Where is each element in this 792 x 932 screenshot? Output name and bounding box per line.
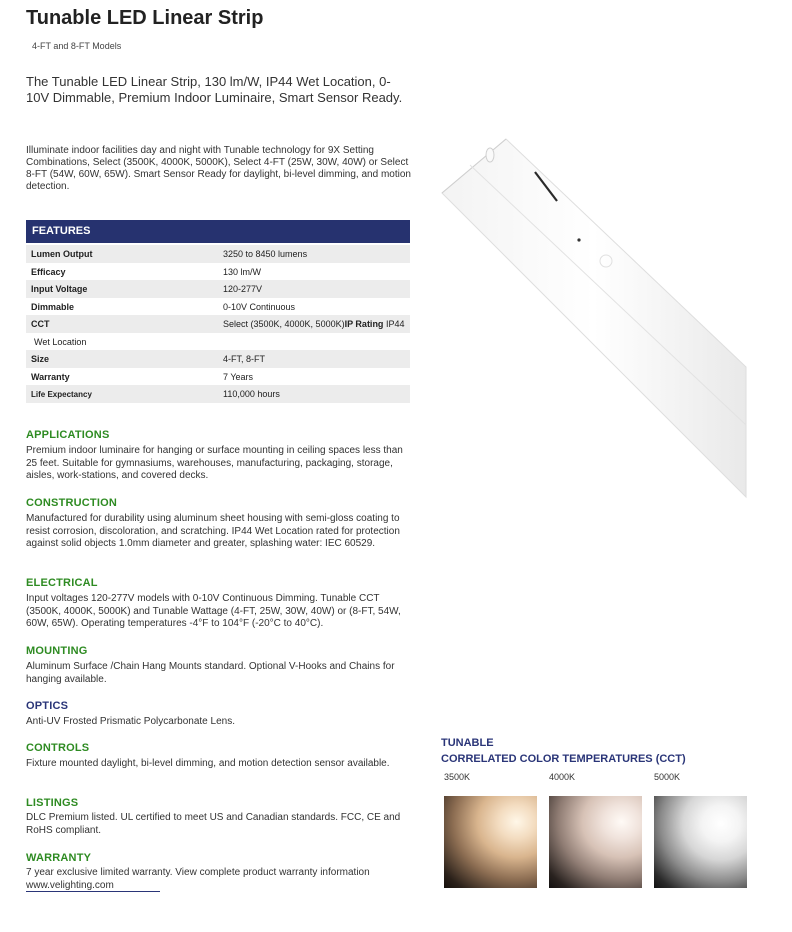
warranty-link[interactable]: www.velighting.com [26,880,160,892]
feature-row [26,333,410,351]
feature-value: 3250 to 8450 lumens [223,249,308,259]
cct-label-3500k: 3500K [444,772,471,782]
feature-label: Dimmable [31,301,75,312]
controls-text: Fixture mounted daylight, bi-level dimming, and motion detection sensor available. [26,758,390,769]
listings-text: DLC Premium listed. UL certified to meet US and Canadian standards. FCC, CE and RoHS compliant. [26,812,401,836]
feature-value: 0-10V Continuous [223,301,296,312]
cct-label-4000k: 4000K [549,772,576,782]
feature-row [26,350,410,368]
page-subtitle: 4-FT and 8-FT Models [32,41,122,51]
feature-value: 4-FT, 8-FT [223,354,265,364]
cct-label-5000k: 5000K [654,772,681,782]
feature-row [26,385,410,403]
mounting-text: Aluminum Surface /Chain Hang Mounts standard. Optional V-Hooks and Chains for hanging available. [26,661,395,685]
feature-value: 110,000 hours [223,389,280,399]
mounting-heading: MOUNTING [26,645,88,657]
warranty-text [26,867,410,892]
feature-extra-label: IP Rating [344,319,384,329]
features-table [26,245,410,403]
product-intro: Illuminate indoor facilities day and night with Tunable technology for 9X Setting Combinations, Select (3500K, 4000K, 5000K), Select 4-FT (25W, 30W, 40W) or Select 8-FT (54W, 60W, 65W). Smart Sensor Ready for daylight, bi-level dimming, and motion detection. [26,145,411,192]
optics-text: Anti-UV Frosted Prismatic Polycarbonate Lens. [26,716,235,727]
fixture-ridge [470,165,746,425]
feature-value: 7 Years [223,371,254,382]
warranty-heading: WARRANTY [26,852,92,864]
product-image [440,135,760,505]
listings-heading: LISTINGS [26,797,79,809]
cct-title-line2: CORRELATED COLOR TEMPERATURES (CCT) [441,753,686,765]
electrical-text: Input voltages 120-277V models with 0-10V Continuous Dimming. Tunable CCT (3500K, 4000K, 5000K) and Tunable Wattage (4-FT, 25W, 30W, 40W) or (8-FT, 54W, 60W, 65W). Operating temperatures -4°F to 104°F (-20°C to 40°C). [26,593,401,629]
feature-label: CCT [31,319,50,329]
fixture-body [442,139,746,497]
feature-label: Wet Location [34,336,87,347]
cct-swatch-4000k [549,796,642,888]
electrical-heading: ELECTRICAL [26,577,98,589]
feature-row [26,315,410,333]
cct-title-line1: TUNABLE [441,737,494,749]
warranty-body: 7 year exclusive limited warranty. View complete product warranty information [26,867,370,878]
features-header: FEATURES [26,220,410,243]
construction-text: Manufactured for durability using aluminum sheet housing with semi-gloss coating to resist corrosion, discoloration, and scratching. IP44 Wet Location rated for protection against solid objects 1.0mm diameter and greater, splashing water: IEC 60529. [26,513,400,549]
feature-row [26,368,410,386]
feature-label: Lumen Output [31,249,93,259]
optics-heading: OPTICS [26,700,69,712]
feature-value-group [223,319,404,329]
feature-label: Warranty [31,371,70,382]
applications-heading: APPLICATIONS [26,429,110,441]
feature-row [26,245,410,263]
feature-row [26,263,410,281]
construction-heading: CONSTRUCTION [26,497,118,509]
feature-label: Input Voltage [31,284,88,294]
product-headline: The Tunable LED Linear Strip, 130 lm/W, IP44 Wet Location, 0-10V Dimmable, Premium Indoor Luminaire, Smart Sensor Ready. [26,74,403,105]
feature-label: Life Expectancy [31,390,92,399]
feature-value: 120-277V [223,284,263,294]
feature-label: Size [31,354,50,364]
page-title: Tunable LED Linear Strip [26,7,264,29]
controls-heading: CONTROLS [26,742,90,754]
feature-row [26,298,410,316]
feature-value: 130 lm/W [223,266,262,277]
fixture-sensor-dot [577,238,580,241]
feature-label: Efficacy [31,266,66,277]
fixture-endcap [486,148,494,162]
cct-swatch-5000k [654,796,747,888]
feature-row [26,280,410,298]
feature-extra-value: IP44 [383,319,405,329]
cct-swatch-3500k [444,796,537,888]
applications-text: Premium indoor luminaire for hanging or surface mounting in ceiling spaces less than 25 feet. Suitable for gymnasiums, warehouses, manufacturing, packaging, storage, aisles, work-stations, and covered decks. [26,445,403,481]
feature-value: Select (3500K, 4000K, 5000K) [223,319,345,329]
